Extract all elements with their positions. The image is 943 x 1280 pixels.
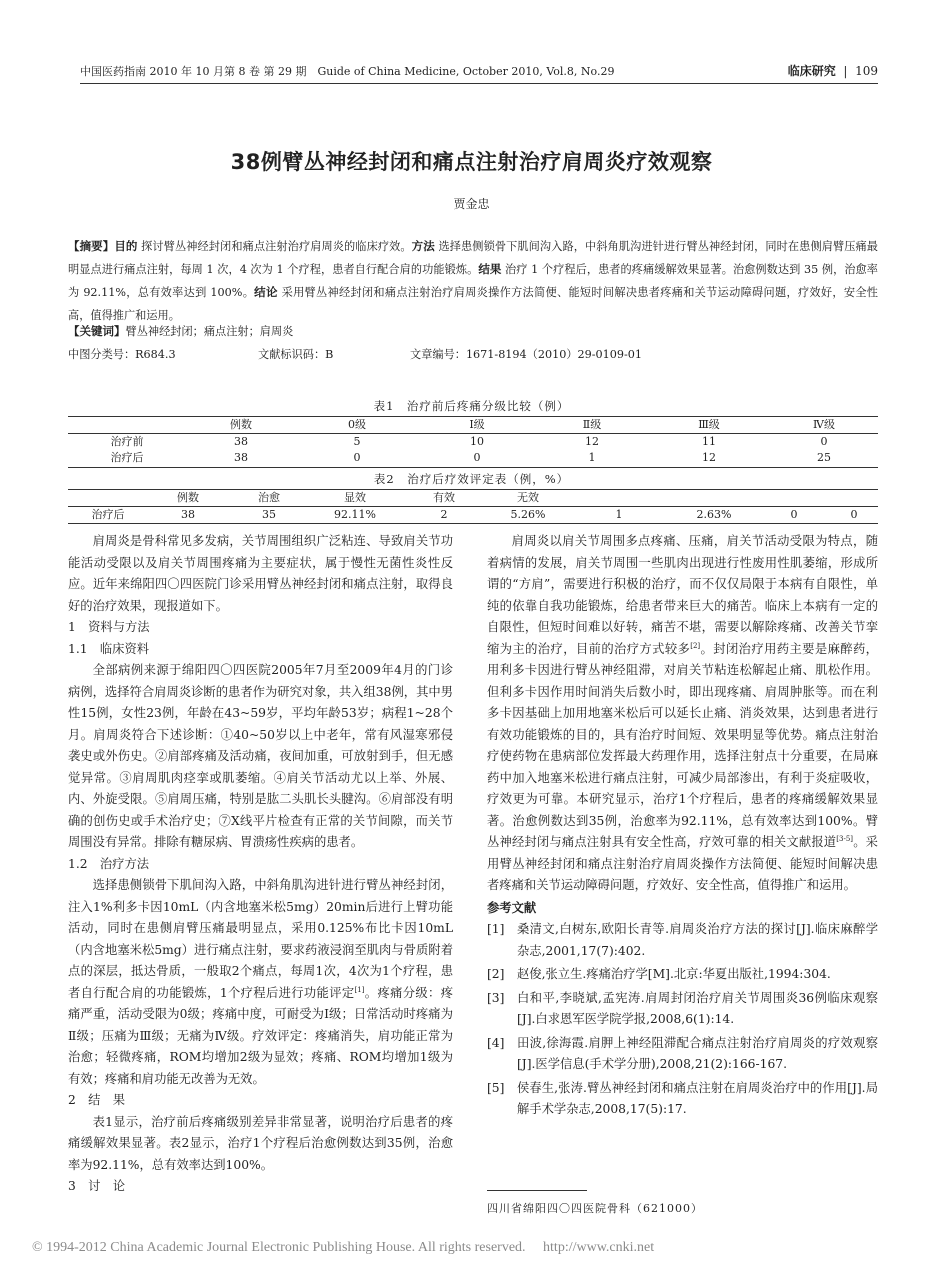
reference-list: [487, 919, 878, 1121]
discussion-paragraph: [487, 531, 878, 897]
table1-caption: 表1 治疗前后疼痛分级比较（例）: [373, 399, 570, 413]
list-item: [487, 919, 878, 962]
table1-header-cell: 0级: [348, 418, 366, 431]
table2-cell: 0: [850, 508, 858, 521]
abstract-objective-label: 目的: [114, 239, 138, 253]
table2-cell: 治疗后: [91, 508, 125, 521]
copyright-watermark: © 1994-2012 China Academic Journal Electronic Publishing House. All rights reserved. http://www.cnki.net: [32, 1240, 655, 1255]
affiliation-footnote: 四川省绵阳四〇四医院骨科（621000）: [487, 1202, 703, 1215]
abstract-label: 【摘要】: [68, 239, 115, 253]
reference-text: 白和平,李晓斌,孟宪涛.肩周封闭治疗肩关节周围炎36例临床观察[J].白求恩军医学院学报,2008,6(1):14.: [517, 990, 878, 1026]
table2-header-row: [68, 490, 878, 507]
table1-header-cell: Ⅳ级: [813, 418, 835, 431]
table1-cell: 10: [470, 435, 484, 448]
reference-number: [4]: [487, 1035, 505, 1050]
table2-cell: 92.11%: [334, 508, 376, 521]
table2-cell: 5.26%: [510, 508, 546, 521]
treatment-paragraph: [68, 875, 453, 1090]
table1-header-row: [68, 417, 878, 434]
table1-cell: 1: [588, 451, 596, 464]
keywords-label: 【关键词】: [68, 324, 126, 338]
table1-cell: 治疗前: [110, 435, 144, 448]
discussion-text: 肩周炎以肩关节周围多点疼痛、压痛，肩关节活动受限为特点，随着病情的发展，肩关节周围一些肌肉出现进行性废用性肌萎缩，形成所谓的“方肩”，需要进行积极的治疗，而不仅仅局限于本病有自限性，单纯的依靠自我功能锻炼，给患者带来巨大的痛苦。临床上本病有一定的自限性，但短时间难以好转，痛苦不堪，需要以解除疼痛、改善关节挛缩为主的治疗，目前的治疗方式较多: [487, 534, 878, 656]
section-page: 临床研究 | 109: [787, 64, 878, 78]
table2-cell: 35: [262, 508, 276, 521]
abstract-results: 治疗 1 个疗程后，患者的疼痛缓解效果显著。治愈例数达到 35 例，治愈率为 92.11%，总有效率达到 100%。: [68, 263, 878, 299]
citation: [3-5]: [836, 834, 854, 843]
subsection-heading: 1.1 临床资料: [68, 641, 150, 656]
table-row: [68, 450, 878, 466]
table2-header-cell: 无效: [517, 491, 539, 504]
table1-cell: 12: [702, 451, 716, 464]
section-heading: 1 资料与方法: [68, 620, 150, 634]
table1-header-cell: Ⅱ级: [582, 418, 602, 431]
table1-cell: 0: [353, 451, 361, 464]
clinical-data-paragraph: 全部病例来源于绵阳四〇四医院2005年7月至2009年4月的门诊病例，选择符合肩周炎诊断的患者作为研究对象，共入组38例，其中男性15例，女性23例，年龄在43~59岁，平均年龄53岁；病程1~28个月。肩周炎符合下述诊断：①40~50岁以上中老年，常有风湿寒邪侵袭史或外伤史。②肩部疼痛及活动痛，夜间加重，可放射到手，但无感觉异常。③肩周肌肉痉挛或肌萎缩。④肩关节活动尤以上举、外展、内、外旋受限。⑤肩周压痛，特别是肱二头肌长头腱沟。⑥肩部没有明确的创伤史或手术治疗史；⑦X线平片检查有正常的关节间隙，而关节周围没有异常。排除有糖尿病、胃溃疡性疾病的患者。: [68, 663, 453, 849]
abstract-methods-label: 方法: [411, 239, 435, 253]
discussion-text-end: 。采用臂丛神经封闭和痛点注射治疗肩周炎操作方法简便、能短时间解决患者疼痛和关节运动障碍问题，疗效好、安全性高，值得推广和运用。: [487, 835, 878, 892]
abstract-results-label: 结果: [478, 262, 502, 276]
table2-cell: 2: [440, 508, 448, 521]
list-item: [487, 964, 878, 986]
article-meta: [68, 346, 878, 364]
discussion-text-cont: 。封闭治疗用药主要是麻醉药，用利多卡因进行臂丛神经阻滞，对肩关节粘连松解起止痛、肌松作用。但利多卡因作用时间消失后数小时，即出现疼痛、肩周肿胀等。而在利多卡因基础上加用地塞米松后可以延长止痛、消炎效果，达到患者进行有效功能锻炼的目的，具有治疗时间短、效果明显等优势。痛点注射治疗使药物在患病部位发挥最大药理作用，选择注射点十分重要，在局麻药中加入地塞米松进行痛点注射，可减少局部渗出，有利于炎症吸收，疗效更为可靠。本研究显示，治疗1个疗程后，患者的疼痛缓解效果显著。治愈例数达到35例，治愈率为92.11%，总有效率达到100%。臂丛神经封闭与痛点注射具有安全性高，疗效可靠的相关文献报道: [487, 641, 878, 849]
abstract-conclusion-label: 结论: [254, 285, 278, 299]
treatment-text-cont: 。疼痛分级：疼痛严重，活动受限为0级；疼痛中度，可耐受为Ⅰ级；日常活动时疼痛为Ⅱ级；压痛为Ⅲ级；无痛为Ⅳ级。疗效评定：疼痛消失，肩功能正常为治愈；轻微疼痛，ROM均增加2级为显效；疼痛、ROM均增加1级为有效；疼痛和肩功能无改善为无效。: [68, 985, 453, 1086]
author: 贾金忠: [453, 197, 490, 211]
intro-paragraph: 肩周炎是骨科常见多发病，关节周围组织广泛粘连、导致肩关节功能活动受限以及肩关节周围疼痛为主要症状，属于慢性无菌性炎性反应。近年来绵阳四〇四医院门诊采用臂丛神经封闭和痛点注射，取得良好的治疗效果，现报道如下。: [68, 534, 453, 613]
table1-cell: 12: [585, 435, 599, 448]
table2-cell: 2.63%: [696, 508, 732, 521]
table1-cell: 11: [702, 435, 716, 448]
table2-header-cell: [568, 490, 670, 507]
table2-header-cell: [830, 490, 878, 507]
treatment-text: 选择患侧锁骨下肌间沟入路，中斜角肌沟进针进行臂丛神经封闭，注入1%利多卡因10mL（内含地塞米松5mg）20min后进行上臂功能活动，同时在患侧肩臂压痛最明显点，采用0.125%布比卡因10mL（内含地塞米松5mg）进行痛点注射，要求药液浸润至肌肉与骨质附着点的深层，抵达骨质，一般取2个痛点，每周1次，4次为1个疗程，患者自行配合肩的功能锻炼，1个疗程后进行功能评定: [68, 878, 453, 1000]
running-header: [80, 60, 878, 84]
table2-cell: 1: [615, 508, 623, 521]
abstract-methods: 选择患侧锁骨下肌间沟入路，中斜角肌沟进针进行臂丛神经封闭，同时在患侧肩臂压痛最明显点进行痛点注射，每周 1 次，4 次为 1 个疗程，患者自行配合肩的功能锻炼。: [68, 240, 878, 276]
section-heading: 2 结 果: [68, 1093, 126, 1107]
table2-header-cell: 治愈: [258, 491, 280, 504]
table2: [68, 490, 878, 524]
left-column: [68, 531, 453, 1198]
list-item: [487, 1078, 878, 1121]
results-paragraph: 表1显示，治疗前后疼痛级别差异非常显著，说明治疗后患者的疼痛缓解效果显著。表2显示，治疗1个疗程后治愈例数达到35例，治愈率为92.11%，总有效率达到100%。: [68, 1114, 453, 1172]
table2-header-cell: [758, 490, 830, 507]
table-row: [68, 434, 878, 451]
table1-header-cell: 例数: [230, 418, 252, 431]
citation: [1]: [354, 985, 365, 994]
table2-header-cell: [670, 490, 758, 507]
right-column: [487, 531, 878, 1123]
doc-code: 文献标识码：B: [258, 348, 334, 361]
reference-number: [5]: [487, 1080, 505, 1095]
table1: [68, 417, 878, 466]
clc-number: 中图分类号：R684.3: [68, 348, 176, 361]
reference-text: 田波,徐海霞.肩胛上神经阻滞配合痛点注射治疗肩周炎的疗效观察[J].医学信息(手术学分册),2008,21(2):166-167.: [517, 1035, 878, 1071]
reference-number: [1]: [487, 922, 505, 936]
table1-cell: 5: [353, 435, 361, 448]
subsection-heading: 1.2 治疗方法: [68, 856, 150, 871]
table1-cell: 38: [234, 451, 248, 464]
list-item: [487, 1033, 878, 1076]
table2-header-cell: [68, 490, 148, 507]
journal-citation: 中国医药指南 2010 年 10 月第 8 卷 第 29 期 Guide of China Medicine, October 2010, Vol.8, No.29: [80, 65, 615, 78]
table-row: [68, 507, 878, 524]
table2-caption: 表2 治疗后疗效评定表（例，%）: [373, 472, 570, 486]
article-title: 38例臂丛神经封闭和痛点注射治疗肩周炎疗效观察: [230, 150, 713, 174]
table2-cell: 38: [181, 508, 195, 521]
reference-number: [2]: [487, 967, 505, 981]
page-number: 109: [855, 64, 878, 78]
abstract-conclusion: 采用臂丛神经封闭和痛点注射治疗肩周炎操作方法简便、能短时间解决患者疼痛和关节运动障碍问题，疗效好，安全性高，值得推广和运用。: [68, 286, 878, 322]
table1-header-cell: Ⅲ级: [698, 418, 720, 431]
keywords: [68, 323, 293, 339]
table1-cell: 0: [820, 435, 828, 448]
list-item: [487, 988, 878, 1031]
table2-header-cell: 显效: [344, 491, 366, 504]
abstract-objective: 探讨臂丛神经封闭和痛点注射治疗肩周炎的临床疗效。: [141, 240, 412, 253]
reference-text: 桑清文,白树东,欧阳长青等.肩周炎治疗方法的探讨[J].临床麻醉学杂志,2001,17(7):402.: [517, 922, 878, 958]
table1-bottom-rule: [68, 467, 878, 468]
abstract: [68, 235, 878, 327]
references-title: 参考文献: [487, 900, 537, 915]
citation: [2]: [690, 641, 701, 650]
article-number: 文章编号：1671-8194（2010）29-0109-01: [410, 348, 643, 361]
keywords-text: 臂丛神经封闭；痛点注射；肩周炎: [125, 325, 294, 338]
table1-header-cell: [68, 417, 186, 434]
section-heading: 3 讨 论: [68, 1179, 126, 1193]
table2-header-cell: 有效: [433, 491, 455, 504]
table1-cell: 0: [473, 451, 481, 464]
footnote-divider: [487, 1190, 587, 1191]
table1-header-cell: Ⅰ级: [469, 418, 485, 431]
reference-text: 赵俊,张立生.疼痛治疗学[M].北京:华夏出版社,1994:304.: [517, 967, 831, 981]
table1-cell: 治疗后: [110, 451, 144, 464]
table2-cell: 0: [790, 508, 798, 521]
reference-text: 侯春生,张涛.臂丛神经封闭和痛点注射在肩周炎治疗中的作用[J].局解手术学杂志,2008,17(5):17.: [517, 1080, 878, 1116]
table1-cell: 25: [817, 451, 831, 464]
table2-header-cell: 例数: [177, 491, 199, 504]
reference-number: [3]: [487, 990, 505, 1005]
table1-cell: 38: [234, 435, 248, 448]
section-label: 临床研究: [787, 64, 836, 78]
